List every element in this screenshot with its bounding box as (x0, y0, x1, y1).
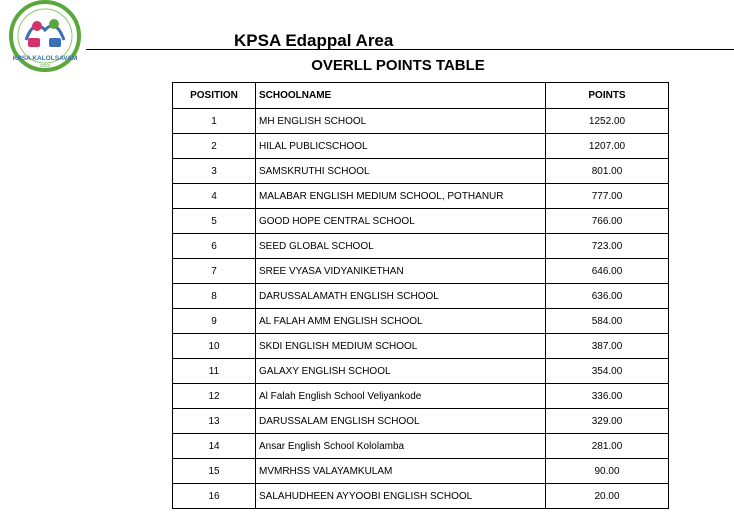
table-row (173, 109, 669, 134)
school-name-cell: DARUSSALAMATH ENGLISH SCHOOL (256, 284, 546, 309)
school-name-cell: DARUSSALAM ENGLISH SCHOOL (256, 409, 546, 434)
points-cell: 281.00 (546, 434, 669, 459)
table-row (173, 209, 669, 234)
position-cell: 13 (173, 409, 256, 434)
points-cell: 636.00 (546, 284, 669, 309)
table-row (173, 309, 669, 334)
position-cell: 12 (173, 384, 256, 409)
points-cell: 723.00 (546, 234, 669, 259)
table-row (173, 334, 669, 359)
points-cell: 336.00 (546, 384, 669, 409)
svg-text:KPSA KALOLSAVAM: KPSA KALOLSAVAM (12, 55, 78, 62)
school-name-cell: MH ENGLISH SCHOOL (256, 109, 546, 134)
points-cell: 354.00 (546, 359, 669, 384)
position-cell: 9 (173, 309, 256, 334)
school-name-cell: SALAHUDHEEN AYYOOBI ENGLISH SCHOOL (256, 484, 546, 509)
school-name-cell: AL FALAH AMM ENGLISH SCHOOL (256, 309, 546, 334)
school-name-cell: Ansar English School Kololamba (256, 434, 546, 459)
school-name-cell: MALABAR ENGLISH MEDIUM SCHOOL, POTHANUR (256, 184, 546, 209)
points-cell: 1252.00 (546, 109, 669, 134)
table-row (173, 409, 669, 434)
position-cell: 2 (173, 134, 256, 159)
points-cell: 801.00 (546, 159, 669, 184)
position-cell: 11 (173, 359, 256, 384)
school-name-cell: SKDI ENGLISH MEDIUM SCHOOL (256, 334, 546, 359)
table-row (173, 184, 669, 209)
table-row (173, 484, 669, 509)
school-name-cell: GOOD HOPE CENTRAL SCHOOL (256, 209, 546, 234)
school-name-cell: HILAL PUBLICSCHOOL (256, 134, 546, 159)
position-cell: 3 (173, 159, 256, 184)
school-name-cell: GALAXY ENGLISH SCHOOL (256, 359, 546, 384)
points-cell: 777.00 (546, 184, 669, 209)
table-body (173, 109, 669, 509)
position-cell: 5 (173, 209, 256, 234)
table-header-row (173, 83, 669, 109)
points-table (172, 82, 669, 509)
school-name-cell: Al Falah English School Veliyankode (256, 384, 546, 409)
table-row (173, 284, 669, 309)
schoolname-header: SCHOOLNAME (256, 83, 546, 109)
organization-title: KPSA Edappal Area (234, 31, 394, 50)
position-cell: 6 (173, 234, 256, 259)
table-row (173, 234, 669, 259)
points-cell: 646.00 (546, 259, 669, 284)
points-cell: 766.00 (546, 209, 669, 234)
points-cell: 387.00 (546, 334, 669, 359)
points-cell: 584.00 (546, 309, 669, 334)
points-cell: 1207.00 (546, 134, 669, 159)
position-cell: 4 (173, 184, 256, 209)
position-cell: 15 (173, 459, 256, 484)
table-row (173, 159, 669, 184)
position-cell: 8 (173, 284, 256, 309)
points-header: POINTS (546, 83, 669, 109)
school-name-cell: SREE VYASA VIDYANIKETHAN (256, 259, 546, 284)
position-cell: 7 (173, 259, 256, 284)
points-cell: 329.00 (546, 409, 669, 434)
position-cell: 10 (173, 334, 256, 359)
table-row (173, 134, 669, 159)
table-row (173, 359, 669, 384)
table-row (173, 434, 669, 459)
points-cell: 90.00 (546, 459, 669, 484)
position-cell: 16 (173, 484, 256, 509)
points-cell: 20.00 (546, 484, 669, 509)
svg-text:2023: 2023 (39, 63, 51, 68)
school-name-cell: SEED GLOBAL SCHOOL (256, 234, 546, 259)
position-cell: 14 (173, 434, 256, 459)
position-cell: 1 (173, 109, 256, 134)
table-title: OVERLL POINTS TABLE (311, 57, 485, 74)
table-row (173, 259, 669, 284)
header-divider (86, 49, 734, 50)
school-name-cell: MVMRHSS VALAYAMKULAM (256, 459, 546, 484)
table-row (173, 384, 669, 409)
school-name-cell: SAMSKRUTHI SCHOOL (256, 159, 546, 184)
position-header: POSITION (173, 83, 256, 109)
table-row (173, 459, 669, 484)
